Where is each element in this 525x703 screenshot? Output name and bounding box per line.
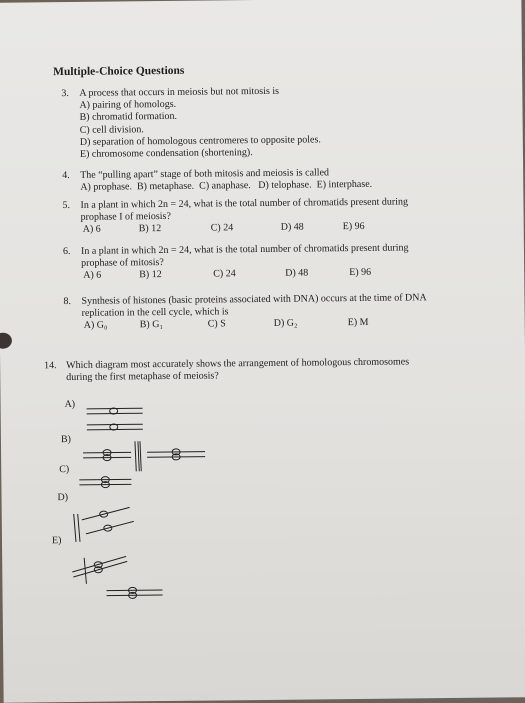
diagram-label-c: C) bbox=[59, 464, 70, 476]
option-d: D) 48 bbox=[280, 221, 304, 234]
question-stem-cont: replication in the cell cycle, which is bbox=[81, 306, 229, 320]
question-stem-cont: prophase I of meiosis? bbox=[80, 211, 171, 224]
diagram-label-a: A) bbox=[64, 398, 76, 411]
diagram-a-chromosomes bbox=[87, 408, 143, 431]
option-c: C) 24 bbox=[210, 222, 234, 234]
option-b: B) chromatid formation. bbox=[79, 111, 178, 124]
question-number: 14. bbox=[44, 360, 57, 372]
option-a: A) 6 bbox=[83, 270, 102, 282]
question-stem: In a plant in which 2n = 24, what is the total number of chromatids present during bbox=[80, 242, 409, 257]
diagram-d-chromosomes bbox=[82, 507, 134, 534]
diagram-label-e: E) bbox=[51, 535, 62, 547]
question-number: 8. bbox=[63, 295, 72, 308]
option-e: E) chromosome condensation (shortening). bbox=[79, 147, 253, 160]
option-c: C) S bbox=[207, 318, 226, 330]
diagram-label-b: B) bbox=[60, 433, 71, 446]
option-a: A) pairing of homologs. bbox=[79, 99, 177, 112]
question-number: 6. bbox=[62, 245, 71, 258]
diagram-label-d: D) bbox=[57, 492, 69, 504]
question-stem-cont: during the first metaphase of meiosis? bbox=[66, 370, 219, 384]
question-stem: Which diagram most accurately shows the arrangement of homologous chromosomes bbox=[66, 356, 410, 372]
option-b: B) 12 bbox=[139, 269, 162, 281]
option-a: A) G₀ bbox=[83, 320, 108, 332]
option-e: E) M bbox=[347, 317, 369, 329]
option-e: E) 96 bbox=[349, 267, 372, 279]
option-c: C) 24 bbox=[213, 268, 236, 280]
question-stem: A process that occurs in meiosis but not mitosis is bbox=[79, 85, 280, 99]
question-number: 5. bbox=[62, 199, 71, 212]
option-c: C) cell division. bbox=[79, 123, 144, 136]
option-a: A) 6 bbox=[82, 224, 101, 236]
question-stem: Synthesis of histones (basic proteins associated with DNA) occurs at the time of DNA bbox=[81, 292, 427, 307]
question-stem: The “pulling apart” stage of both mitosis and meiosis is called bbox=[80, 167, 330, 181]
question-stem-cont: prophase of mitosis? bbox=[81, 257, 164, 270]
section-title: Multiple-Choice Questions bbox=[53, 64, 185, 79]
option-b: B) G₁ bbox=[139, 319, 164, 331]
option-d: D) 48 bbox=[285, 267, 309, 280]
diagram-c-chromosomes bbox=[79, 476, 131, 488]
question-stem: In a plant in which 2n = 24, what is the total number of chromatids present during bbox=[80, 196, 409, 211]
options-line: A) prophase. B) metaphase. C) anaphase. D) telophase. E) interphase. bbox=[80, 179, 373, 194]
question-number: 4. bbox=[62, 169, 70, 182]
option-e: E) 96 bbox=[342, 221, 365, 233]
option-d: D) G₂ bbox=[273, 318, 298, 330]
option-d: D) separation of homologous centromeres to opposite poles. bbox=[79, 134, 321, 148]
option-b: B) 12 bbox=[138, 223, 162, 235]
diagram-b-chromosomes bbox=[83, 449, 205, 461]
question-number: 3. bbox=[61, 87, 69, 100]
